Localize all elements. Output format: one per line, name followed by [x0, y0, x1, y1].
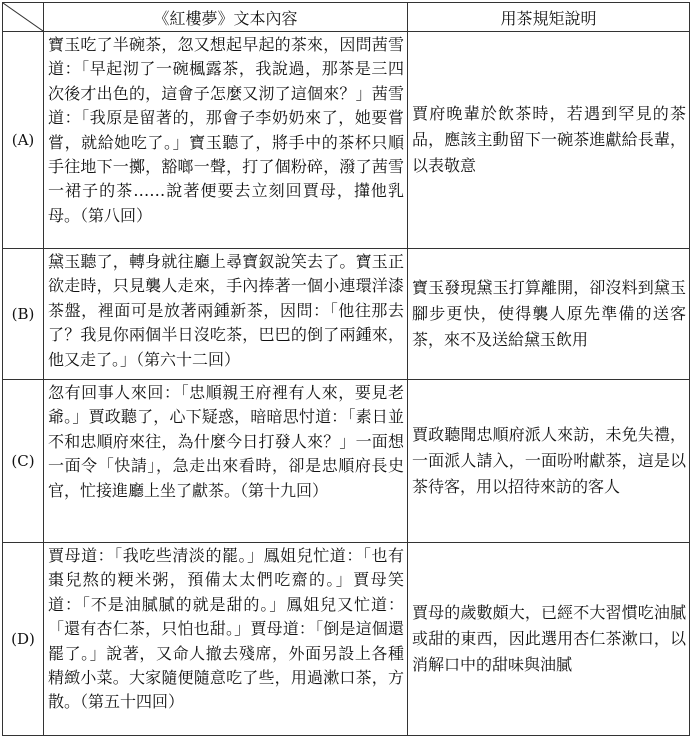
- diagonal-line: [3, 3, 43, 31]
- row-explain: 賈政聽聞忠順府派人來訪，未免失禮，一面派人請入，一面吩咐獻茶，這是以茶待客，用以招待來訪的客人: [408, 380, 690, 543]
- corner-cell: [3, 3, 44, 32]
- table-row: [3, 249, 690, 380]
- table-row: [3, 543, 690, 736]
- row-explain: 寶玉發現黛玉打算離開，卻沒料到黛玉腳步更快，使得襲人原先準備的送客茶，來不及送給黛玉飲用: [408, 249, 690, 380]
- row-label: (B): [3, 249, 44, 380]
- row-label: (C): [3, 380, 44, 543]
- row-explain: 賈府晚輩於飲茶時，若遇到罕見的茶品，應該主動留下一碗茶進獻給長輩，以表敬意: [408, 32, 690, 249]
- row-label: (D): [3, 543, 44, 736]
- table-row: [3, 32, 690, 249]
- row-explain: 賈母的歲數頗大，已經不大習慣吃油膩或甜的東西，因此選用杏仁茶漱口，以消解口中的甜味與油膩: [408, 543, 690, 736]
- header-row: [3, 3, 690, 32]
- row-content: 賈母道：「我吃些清淡的罷。」鳳姐兒忙道：「也有棗兒熬的粳米粥，預備太太們吃齋的。」賈母笑道：「不是油膩膩的就是甜的。」鳳姐兒又忙道：「還有杏仁茶，只怕也甜。」賈母道：「倒是這個還罷了。」說著，又命人撤去殘席，外面另設上各種精緻小菜。大家隨便隨意吃了些，用過漱口茶，方散。（第五十四回）: [44, 543, 408, 736]
- row-label: (A): [3, 32, 44, 249]
- row-content: 黛玉聽了，轉身就往廳上尋寶釵說笑去了。寶玉正欲走時，只見襲人走來，手內捧著一個小連環洋漆茶盤，裡面可是放著兩鍾新茶，因問：「他往那去了？我見你兩個半日沒吃茶，巴巴的倒了兩鍾來，他又走了。」（第六十二回）: [44, 249, 408, 380]
- content-header: 《紅樓夢》文本內容: [44, 3, 408, 32]
- row-content: 寶玉吃了半碗茶，忽又想起早起的茶來，因問茜雪道：「早起沏了一碗楓露茶，我說過，那茶是三四次後才出色的，這會子怎麼又沏了這個來？」茜雪道：「我原是留著的，那會子李奶奶來了，她要嘗嘗，就給她吃了。」寶玉聽了，將手中的茶杯只順手往地下一擲，豁啷一聲，打了個粉碎，潑了茜雪一裙子的茶……說著便要去立刻回賈母，攆他乳母。（第八回）: [44, 32, 408, 249]
- row-content: 忽有回事人來回：「忠順親王府裡有人來，要見老爺。」賈政聽了，心下疑惑，暗暗思忖道：「素日並不和忠順府來往，為什麼今日打發人來？」一面想一面令「快請」，急走出來看時，卻是忠順府長史官，忙接進廳上坐了獻茶。（第十九回）: [44, 380, 408, 543]
- explain-header: 用茶規矩說明: [408, 3, 690, 32]
- comparison-table: [2, 2, 690, 736]
- table-row: [3, 380, 690, 543]
